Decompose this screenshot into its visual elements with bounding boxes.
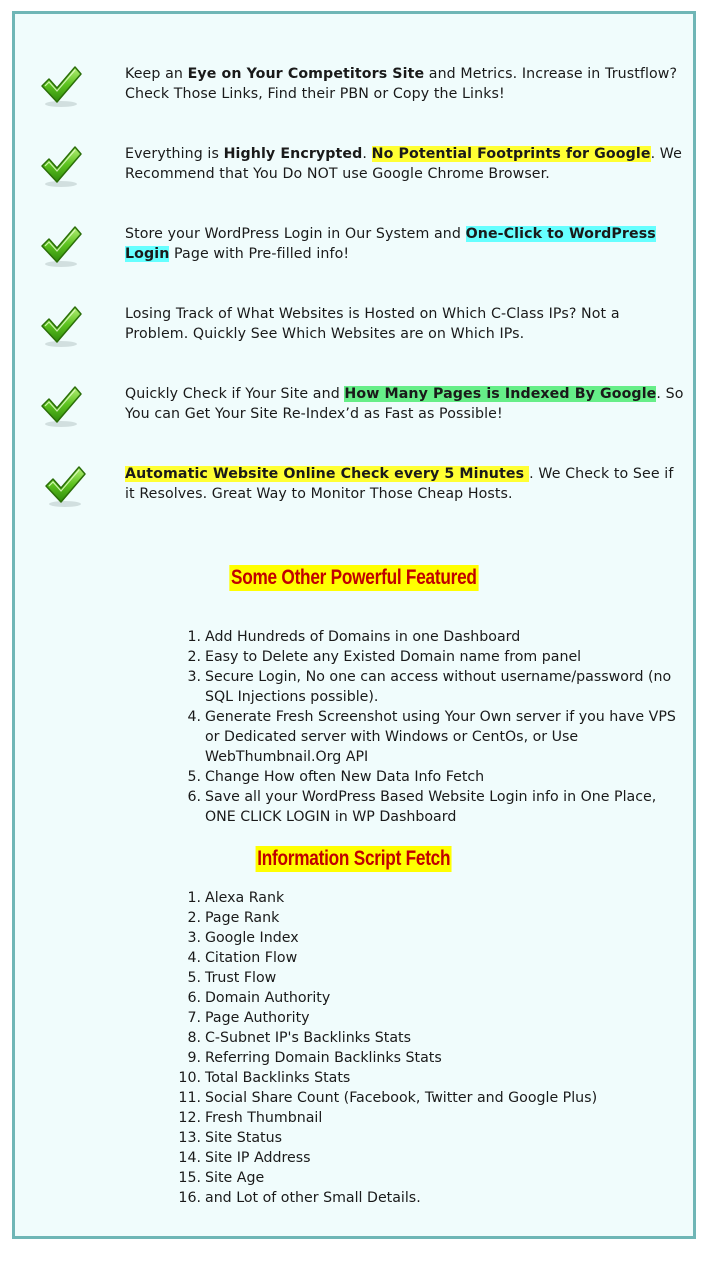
feature-text — [125, 464, 685, 504]
list-item-text: Google Index — [205, 930, 299, 946]
list-item-text: Save all your WordPress Based Website Login info in One Place, ONE CLICK LOGIN in WP Dashboard — [205, 789, 657, 825]
list-item-text: Site IP Address — [205, 1150, 311, 1166]
list-item — [165, 1008, 685, 1028]
list-item — [165, 968, 685, 988]
list-item — [165, 1048, 685, 1068]
section-title: Information Script Fetch — [257, 847, 451, 870]
list-number: 3. — [187, 669, 201, 685]
list-item-text: Citation Flow — [205, 950, 298, 966]
feature-highlight: Automatic Website Online Check every 5 Minutes — [125, 466, 530, 482]
list-item-text: Page Authority — [205, 1010, 310, 1026]
list-item — [165, 767, 685, 787]
list-number: 3. — [187, 930, 201, 946]
feature-item — [15, 384, 693, 444]
list-item-text: Trust Flow — [205, 970, 277, 986]
list-item-text: Change How often New Data Info Fetch — [205, 769, 485, 785]
list-item-text: Add Hundreds of Domains in one Dashboard — [205, 629, 521, 645]
feature-text — [125, 64, 685, 104]
list-number: 10. — [178, 1070, 201, 1086]
section-heading-features — [15, 565, 693, 591]
list-number: 5. — [187, 769, 201, 785]
list-number: 13. — [178, 1130, 201, 1146]
list-item-text: Total Backlinks Stats — [205, 1070, 351, 1086]
list-number: 14. — [178, 1150, 201, 1166]
feature-item — [15, 464, 693, 524]
list-item — [165, 1108, 685, 1128]
list-item-text: Secure Login, No one can access without username/password (no SQL Injections possible). — [205, 669, 672, 705]
feature-text-part: Quickly Check if Your Site and — [125, 386, 345, 402]
list-number: 16. — [178, 1190, 201, 1206]
checkmark-icon — [39, 222, 83, 268]
list-item-text: Page Rank — [205, 910, 280, 926]
feature-text — [125, 224, 685, 264]
list-item-text: Domain Authority — [205, 990, 331, 1006]
list-number: 1. — [187, 629, 201, 645]
list-item — [165, 647, 685, 667]
features-ordered-list — [165, 627, 685, 827]
list-number: 4. — [187, 709, 201, 725]
list-number: 12. — [178, 1110, 201, 1126]
checkmark-icon — [39, 302, 83, 348]
list-item — [165, 1028, 685, 1048]
list-number: 2. — [187, 910, 201, 926]
list-item-text: Easy to Delete any Existed Domain name from panel — [205, 649, 582, 665]
feature-highlight: How Many Pages is Indexed By Google — [344, 386, 657, 402]
feature-highlight: One-Click to WordPress Login — [125, 226, 656, 262]
list-number: 1. — [187, 890, 201, 906]
feature-highlight: Highly Encrypted — [223, 146, 363, 162]
list-item-text: Referring Domain Backlinks Stats — [205, 1050, 442, 1066]
feature-text — [125, 304, 685, 344]
list-item — [165, 988, 685, 1008]
list-number: 11. — [178, 1090, 201, 1106]
feature-highlight: No Potential Footprints for Google — [371, 146, 651, 162]
list-item — [165, 707, 685, 767]
list-number: 6. — [187, 990, 201, 1006]
list-item — [165, 1068, 685, 1088]
checkmark-icon — [43, 462, 87, 508]
list-item-text: and Lot of other Small Details. — [205, 1190, 421, 1206]
feature-text-part: . So You can Get Your Site Re-Index’d as Fast as Possible! — [125, 386, 684, 422]
list-item — [165, 1128, 685, 1148]
list-item — [165, 1088, 685, 1108]
list-item — [165, 1148, 685, 1168]
feature-item — [15, 144, 693, 204]
feature-item — [15, 304, 693, 364]
feature-text-part: . We Recommend that You Do NOT use Google Chrome Browser. — [125, 146, 682, 182]
list-number: 5. — [187, 970, 201, 986]
list-number: 2. — [187, 649, 201, 665]
list-item — [165, 667, 685, 707]
section-title: Some Other Powerful Featured — [231, 566, 477, 589]
list-item-text: Generate Fresh Screenshot using Your Own server if you have VPS or Dedicated server with Windows or CentOs, or Use WebThumbnail.Org API — [205, 709, 676, 765]
feature-item — [15, 64, 693, 124]
feature-text-part: Page with Pre-filled info! — [169, 246, 350, 262]
list-number: 6. — [187, 789, 201, 805]
list-number: 15. — [178, 1170, 201, 1186]
list-item-text: C-Subnet IP's Backlinks Stats — [205, 1030, 412, 1046]
feature-highlight: Eye on Your Competitors Site — [187, 66, 425, 82]
checkmark-icon — [39, 62, 83, 108]
feature-text-part: Losing Track of What Websites is Hosted on Which C-Class IPs? Not a Problem. Quickly See Which Websites are on Which IPs. — [125, 306, 620, 342]
feature-text-part: and Metrics. Increase in Trustflow? Check Those Links, Find their PBN or Copy the Links! — [125, 66, 678, 102]
list-item — [165, 948, 685, 968]
info-ordered-list — [165, 888, 685, 1208]
list-item-text: Alexa Rank — [205, 890, 285, 906]
feature-text-part: Everything is — [125, 146, 224, 162]
list-item-text: Site Status — [205, 1130, 282, 1146]
list-number: 9. — [187, 1050, 201, 1066]
list-item — [165, 888, 685, 908]
feature-text-part: . We Check to See if it Resolves. Great Way to Monitor Those Cheap Hosts. — [125, 466, 674, 502]
list-item — [165, 627, 685, 647]
content-panel — [12, 11, 696, 1239]
feature-text-part: Keep an — [125, 66, 188, 82]
list-item — [165, 1168, 685, 1188]
checkmark-icon — [39, 382, 83, 428]
list-item-text: Social Share Count (Facebook, Twitter and Google Plus) — [205, 1090, 598, 1106]
feature-text — [125, 384, 685, 424]
list-item — [165, 908, 685, 928]
feature-item — [15, 224, 693, 284]
feature-text-part: . — [362, 146, 372, 162]
list-item — [165, 928, 685, 948]
list-item — [165, 787, 685, 827]
list-number: 4. — [187, 950, 201, 966]
feature-text — [125, 144, 685, 184]
list-number: 8. — [187, 1030, 201, 1046]
feature-text-part: Store your WordPress Login in Our System and — [125, 226, 466, 242]
list-item-text: Site Age — [205, 1170, 265, 1186]
list-item — [165, 1188, 685, 1208]
list-item-text: Fresh Thumbnail — [205, 1110, 323, 1126]
section-heading-info — [15, 846, 693, 872]
checkmark-icon — [39, 142, 83, 188]
list-number: 7. — [187, 1010, 201, 1026]
